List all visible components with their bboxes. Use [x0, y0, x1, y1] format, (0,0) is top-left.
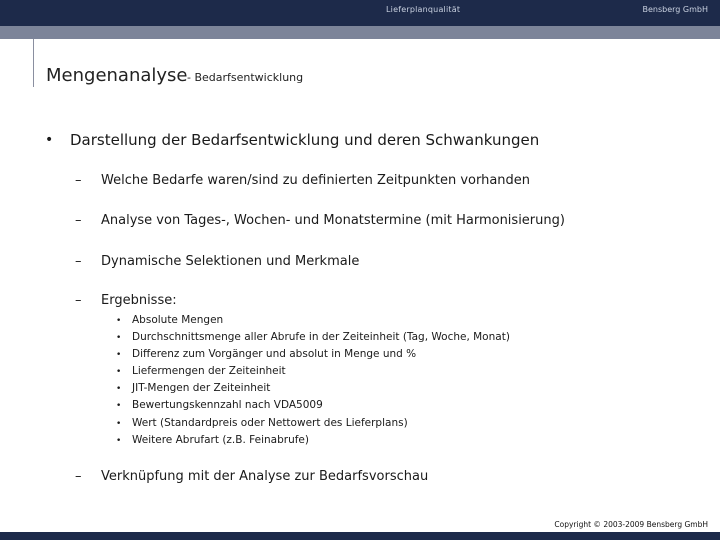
- dash-icon: –: [75, 173, 82, 188]
- result-item-text: Liefermengen der Zeiteinheit: [132, 365, 286, 377]
- slide-subtitle: - Bedarfsentwicklung: [187, 71, 304, 84]
- sub-item-text: Analyse von Tages-, Wochen- und Monatstermine (mit Harmonisierung): [101, 213, 565, 228]
- sub-item: [75, 293, 177, 308]
- sub-item-text: Dynamische Selektionen und Merkmale: [101, 254, 360, 269]
- dash-icon: –: [75, 254, 82, 269]
- bullet-icon: •: [116, 333, 122, 343]
- slide-title: Mengenanalyse: [46, 65, 188, 86]
- main-bullet-text: Darstellung der Bedarfsentwicklung und deren Schwankungen: [70, 131, 540, 149]
- bullet-icon: •: [116, 384, 122, 394]
- result-item: [116, 331, 510, 343]
- result-item: [116, 382, 270, 394]
- bullet-icon: •: [116, 367, 122, 377]
- result-item-text: Wert (Standardpreis oder Nettowert des Lieferplans): [132, 417, 408, 429]
- sub-item: [75, 254, 359, 269]
- header-section-label: Lieferplanqualität: [386, 5, 461, 14]
- dash-icon: –: [75, 213, 82, 228]
- result-item: [116, 365, 286, 377]
- result-item: [116, 348, 416, 360]
- bullet-icon: •: [116, 436, 122, 446]
- copyright-text: Copyright © 2003-2009 Bensberg GmbH: [554, 520, 708, 529]
- result-item-text: JIT-Mengen der Zeiteinheit: [132, 382, 271, 394]
- result-item: [116, 314, 223, 326]
- result-item: [116, 434, 309, 446]
- sub-item: [75, 213, 565, 228]
- sub-item-text: Verknüpfung mit der Analyse zur Bedarfsvorschau: [101, 469, 429, 484]
- sub-item-text: Ergebnisse:: [101, 293, 177, 308]
- sub-item: [75, 173, 530, 188]
- header-sub-bar: [0, 26, 720, 39]
- bullet-icon: •: [116, 350, 122, 360]
- result-item-text: Absolute Mengen: [132, 314, 224, 326]
- bullet-icon: •: [116, 419, 122, 429]
- result-item-text: Differenz zum Vorgänger und absolut in Menge und %: [132, 348, 417, 360]
- header-company: Bensberg GmbH: [642, 5, 708, 14]
- title-divider: [33, 39, 34, 87]
- result-item-text: Bewertungskennzahl nach VDA5009: [132, 399, 323, 411]
- result-item-text: Durchschnittsmenge aller Abrufe in der Zeiteinheit (Tag, Woche, Monat): [132, 331, 510, 343]
- bullet-icon: •: [116, 316, 122, 326]
- bullet-icon: •: [116, 401, 122, 411]
- bullet-icon: •: [45, 132, 54, 148]
- sub-item-text: Welche Bedarfe waren/sind zu definierten Zeitpunkten vorhanden: [101, 173, 531, 188]
- dash-icon: –: [75, 469, 82, 484]
- result-item: [116, 399, 323, 411]
- footer-bar: [0, 532, 720, 540]
- header-bar: [0, 0, 720, 26]
- sub-item: [75, 469, 428, 484]
- result-item-text: Weitere Abrufart (z.B. Feinabrufe): [132, 434, 309, 446]
- dash-icon: –: [75, 293, 82, 308]
- result-item: [116, 417, 408, 429]
